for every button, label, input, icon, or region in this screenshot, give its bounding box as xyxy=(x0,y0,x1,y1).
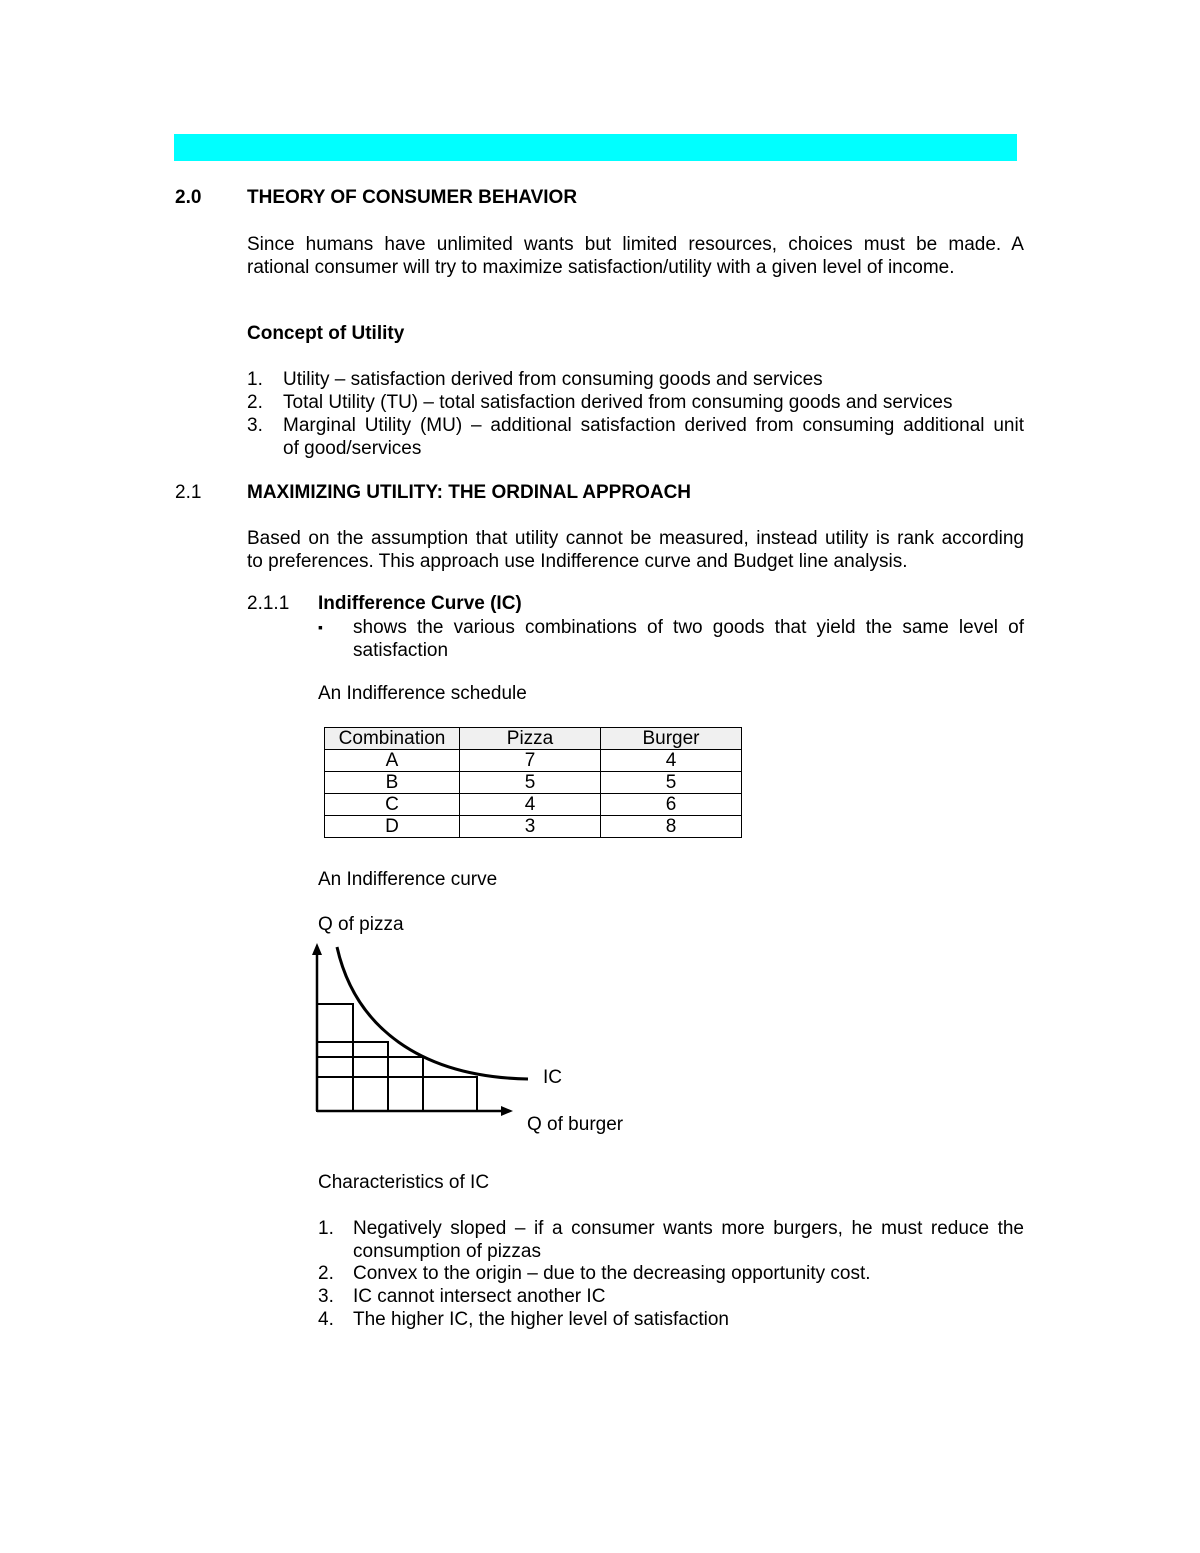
table-header-cell: Pizza xyxy=(460,728,601,750)
table-cell: 4 xyxy=(601,750,742,772)
section-number-2-1: 2.1 xyxy=(175,482,202,503)
list-text-continued: consumption of pizzas xyxy=(353,1241,541,1262)
table-cell: 8 xyxy=(601,816,742,838)
header-highlight-bar xyxy=(174,134,1017,161)
x-axis-arrow-icon xyxy=(501,1106,513,1116)
ic-curve-label: IC xyxy=(543,1067,562,1088)
list-text-continued: of good/services xyxy=(283,438,422,459)
schedule-caption: An Indifference schedule xyxy=(318,683,527,704)
table-cell: 7 xyxy=(460,750,601,772)
list-number: 4. xyxy=(318,1309,334,1330)
characteristic-item xyxy=(318,1308,1024,1331)
indifference-curve-chart xyxy=(300,935,640,1125)
bullet-text-continued: satisfaction xyxy=(353,640,449,661)
grid-rect-c xyxy=(317,1057,423,1111)
table-cell: 3 xyxy=(460,816,601,838)
section-heading-2-1: MAXIMIZING UTILITY: THE ORDINAL APPROACH xyxy=(247,482,692,503)
table-cell: 4 xyxy=(460,794,601,816)
characteristics-heading: Characteristics of IC xyxy=(318,1172,490,1193)
list-text: Negatively sloped – if a consumer wants more burgers, he must reduce the xyxy=(353,1218,1024,1239)
table-cell: C xyxy=(325,794,460,816)
intro-line-1: Since humans have unlimited wants but limited resources, choices must be made. A xyxy=(247,234,1024,255)
bullet-text: shows the various combinations of two goods that yield the same level of xyxy=(353,617,1024,638)
section-number-2-1-1: 2.1.1 xyxy=(247,593,290,614)
table-cell: 6 xyxy=(601,794,742,816)
table-row xyxy=(325,772,742,794)
list-number: 1. xyxy=(247,369,263,390)
table-row xyxy=(325,816,742,838)
table-header-cell: Burger xyxy=(601,728,742,750)
section-heading-2-1-1: Indifference Curve (IC) xyxy=(318,593,522,614)
table-row xyxy=(325,794,742,816)
indifference-schedule-table xyxy=(324,727,742,838)
characteristic-item xyxy=(318,1217,1024,1263)
list-number: 2. xyxy=(318,1263,334,1284)
table-header-cell: Combination xyxy=(325,728,460,750)
list-text: Total Utility (TU) – total satisfaction derived from consuming goods and services xyxy=(283,392,953,413)
intro-paragraph xyxy=(247,233,1024,279)
table-row xyxy=(325,750,742,772)
ic-curve-line xyxy=(337,947,528,1079)
list-text: IC cannot intersect another IC xyxy=(353,1286,606,1307)
table-cell: A xyxy=(325,750,460,772)
section-number-2-0: 2.0 xyxy=(175,187,202,208)
grid-rect-d xyxy=(317,1077,477,1111)
concept-item xyxy=(247,414,1024,460)
intro-line-2: rational consumer will try to maximize satisfaction/utility with a given level of income. xyxy=(247,257,955,278)
ordinal-paragraph xyxy=(247,527,1024,573)
table-cell: 5 xyxy=(460,772,601,794)
chart-title: An Indifference curve xyxy=(318,869,498,890)
table-cell: B xyxy=(325,772,460,794)
characteristic-item xyxy=(318,1262,1024,1285)
ordinal-line-2: to preferences. This approach use Indifference curve and Budget line analysis. xyxy=(247,551,908,572)
concept-item xyxy=(247,368,1024,391)
y-axis-arrow-icon xyxy=(312,943,322,955)
chart-y-axis-label: Q of pizza xyxy=(318,914,404,935)
list-text: Utility – satisfaction derived from consuming goods and services xyxy=(283,369,823,390)
ordinal-line-1: Based on the assumption that utility cannot be measured, instead utility is rank according xyxy=(247,528,1024,549)
list-number: 3. xyxy=(318,1286,334,1307)
table-header-row xyxy=(325,728,742,750)
table-cell: D xyxy=(325,816,460,838)
characteristic-item xyxy=(318,1285,1024,1308)
list-number: 3. xyxy=(247,415,263,436)
bullet-icon: ▪ xyxy=(318,619,323,635)
list-text: Marginal Utility (MU) – additional satisfaction derived from consuming additional unit xyxy=(283,415,1024,436)
concept-item xyxy=(247,391,1024,414)
list-text: The higher IC, the higher level of satisfaction xyxy=(353,1309,729,1330)
table-cell: 5 xyxy=(601,772,742,794)
bullet-item xyxy=(318,616,1024,662)
list-number: 1. xyxy=(318,1218,334,1239)
list-text: Convex to the origin – due to the decreasing opportunity cost. xyxy=(353,1263,871,1284)
list-number: 2. xyxy=(247,392,263,413)
concept-heading: Concept of Utility xyxy=(247,323,405,344)
section-heading-2-0: THEORY OF CONSUMER BEHAVIOR xyxy=(247,187,578,208)
chart-x-axis-label: Q of burger xyxy=(527,1114,624,1135)
chart-grid xyxy=(317,1004,477,1111)
